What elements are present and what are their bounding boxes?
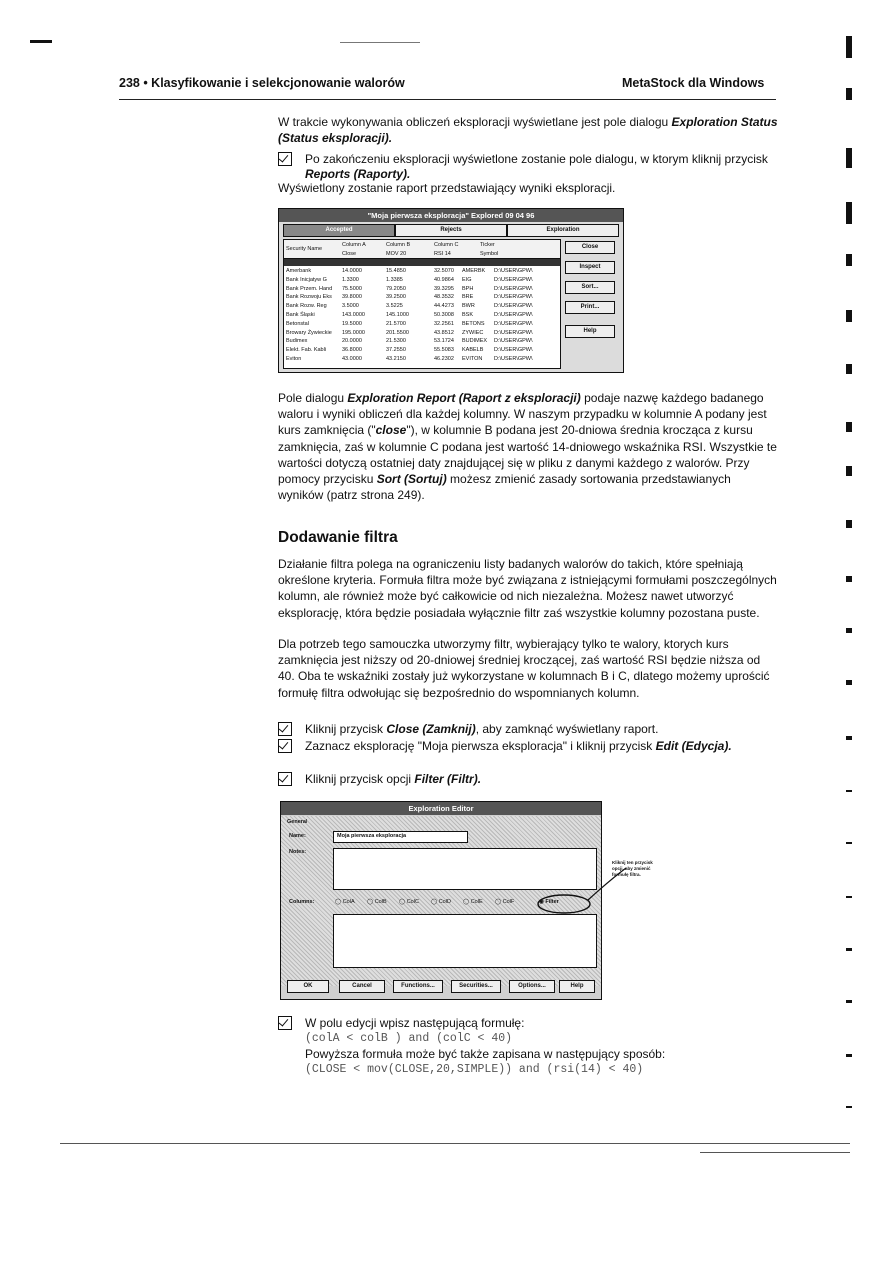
table-cell: Bank Rozw. Reg xyxy=(286,303,327,310)
table-cell: Betonstal xyxy=(286,320,309,327)
tab-cola[interactable]: ◯ ColA xyxy=(335,899,355,905)
running-header-right: MetaStock dla Windows xyxy=(622,76,765,90)
table-cell: 39.3295 xyxy=(434,285,454,292)
col-a[interactable]: Column A Close xyxy=(342,242,366,257)
editor-title-bar: Exploration Editor xyxy=(281,802,601,815)
p3-text-c: podaje nazwę każdego badanego waloru i wyniki obliczeń dla każdej kolumny. W naszym przypadku w kolumnie A podany jest kurs zamknięcia (" xyxy=(278,391,767,438)
footer-rule-2 xyxy=(700,1152,850,1153)
table-row[interactable] xyxy=(284,293,560,302)
table-cell: BSK xyxy=(462,312,474,318)
tab-cole-label: ColE xyxy=(470,899,483,905)
tab-filter-label: Filter xyxy=(545,899,559,905)
table-cell: BPH xyxy=(462,285,474,292)
step-edit xyxy=(278,739,778,754)
filter-paragraph-2: Dla potrzeb tego samouczka utworzymy filtr, wybierający tylko te walory, ktorych kurs zamknięcia jest niższy od 20-dniowej średniej kroczącej, zaś wartość RSI będzie niższa od 40. Oba te wskaźniki zostały już wykorzystane w kolumnach B i C, dlatego możemy uprościć formułę filtra odwołując się bezpośrednio do wspomnianych kolumn. xyxy=(278,637,770,700)
table-cell: 39.2500 xyxy=(386,294,406,301)
table-cell: 53.1724 xyxy=(434,338,454,345)
top-left-mark xyxy=(30,40,52,43)
formula-alt-intro: Powyższa formuła może być także zapisana w następujący sposób: xyxy=(305,1047,666,1061)
p3-text-a: Pole dialogu xyxy=(278,391,348,405)
general-label: General xyxy=(287,819,308,825)
table-cell: D:\USER\GPW\ xyxy=(494,320,533,327)
p3-text-g: możesz zmienić zasady sortowania przedstawianych wyników (patrz strona 249). xyxy=(278,472,731,503)
exploration-status-term: Exploration Status (Status eksploracji). xyxy=(278,115,778,146)
table-cell: 75.5000 xyxy=(342,285,362,292)
step-close xyxy=(278,722,778,737)
exploration-report-window xyxy=(278,208,624,373)
callout-text: Kliknij ten przycisk opcji, aby zmienić formułę filtra. xyxy=(612,860,653,877)
table-row[interactable] xyxy=(284,355,560,364)
table-row[interactable] xyxy=(284,276,560,285)
table-cell: 43.8512 xyxy=(434,329,454,336)
checkbox-icon xyxy=(278,722,292,736)
table-cell: Bank Rozwoju Eks xyxy=(286,294,332,301)
table-cell: D:\USER\GPW\ xyxy=(494,338,533,345)
table-cell: 143.0000 xyxy=(342,312,365,318)
table-cell: D:\USER\GPW\ xyxy=(494,356,533,362)
tab-filter[interactable]: ◉ Filter xyxy=(539,899,559,905)
table-cell: 14.0000 xyxy=(342,268,362,274)
table-cell: BETONS xyxy=(462,320,485,327)
table-cell: 40.9864 xyxy=(434,276,454,283)
securities-button[interactable]: Securities... xyxy=(451,980,501,993)
intro-paragraph xyxy=(278,114,778,146)
tab-rejects[interactable]: Rejects xyxy=(395,224,507,237)
name-label: Name: xyxy=(289,833,306,839)
col-security-name[interactable]: Security Name xyxy=(286,246,323,252)
tab-colf-label: ColF xyxy=(502,899,515,905)
tab-colc[interactable]: ◯ ColC xyxy=(399,899,419,905)
tab-cold-label: ColD xyxy=(438,899,451,905)
table-cell: D:\USER\GPW\ xyxy=(494,347,533,354)
step-formula xyxy=(278,1016,778,1077)
table-cell: 1.3385 xyxy=(386,276,403,283)
options-button[interactable]: Options... xyxy=(509,980,555,993)
report-buttons xyxy=(565,241,617,341)
col-c[interactable]: Column C RSI 14 xyxy=(434,242,459,257)
table-cell: 44.4273 xyxy=(434,303,454,310)
table-cell: 46.2302 xyxy=(434,356,454,362)
tab-cola-label: ColA xyxy=(342,899,355,905)
formula-2: (CLOSE < mov(CLOSE,20,SIMPLE)) and (rsi(14) < 40) xyxy=(305,1063,644,1076)
step3-text-a: Zaznacz eksplorację "Moja pierwsza eksploracja" i kliknij przycisk xyxy=(305,739,656,753)
report-description xyxy=(278,390,778,503)
table-cell: BUDIMEX xyxy=(462,338,488,345)
tab-exploration[interactable]: Exploration xyxy=(507,224,619,237)
table-cell: 55.5083 xyxy=(434,347,454,354)
table-cell: D:\USER\GPW\ xyxy=(494,329,533,336)
table-cell: Bank Śląski xyxy=(286,312,315,318)
print-button[interactable]: Print... xyxy=(565,301,615,314)
editor-buttons xyxy=(287,980,597,994)
name-input[interactable]: Moja pierwsza eksploracja xyxy=(333,831,468,843)
report-rows xyxy=(284,267,560,365)
table-cell: Budimex xyxy=(286,338,308,345)
table-cell: 32.5070 xyxy=(434,268,454,274)
table-row[interactable] xyxy=(284,302,560,311)
table-cell: D:\USER\GPW\ xyxy=(494,268,533,274)
functions-button[interactable]: Functions... xyxy=(393,980,443,993)
footer-rule xyxy=(60,1143,850,1144)
table-cell: 37.2550 xyxy=(386,347,406,354)
table-cell: Eviton xyxy=(286,356,302,362)
section-heading: Dodawanie filtra xyxy=(278,529,398,546)
table-cell: EIG xyxy=(462,276,472,283)
formula-1: (colA < colB ) and (colC < 40) xyxy=(305,1032,513,1045)
inspect-button[interactable]: Inspect xyxy=(565,261,615,274)
table-cell: 32.2561 xyxy=(434,320,454,327)
filter-paragraph-1: Działanie filtra polega na ograniczeniu listy badanych walorów do takich, które spełniają określone kryteria. Formuła filtra może być związana z istniejącymi formułami poszczególnych kolumn, ale również może być całkowicie od nich niezależna. Możesz nawet utworzyć eksplorację, która będzie posiadała wyłącznie filtr zaś wszystkie kolumny pozostana puste. xyxy=(278,557,777,620)
step-filter xyxy=(278,772,778,787)
filter-term: Filter (Filtr). xyxy=(414,772,482,786)
tab-colc-label: ColC xyxy=(406,899,419,905)
table-row[interactable] xyxy=(284,320,560,329)
table-cell: 48.3532 xyxy=(434,294,454,301)
table-cell: 1.3300 xyxy=(342,276,359,283)
step-reports-text: Po zakończeniu eksploracji wyświetlone zostanie pole dialogu, w ktorym kliknij przycisk xyxy=(305,152,768,166)
help-button[interactable]: Help xyxy=(565,325,615,338)
running-header-left: 238 • Klasyfikowanie i selekcjonowanie walorów xyxy=(119,76,405,90)
table-cell: 3.5225 xyxy=(386,303,403,310)
exploration-report-term: Exploration Report (Raport z eksploracji) xyxy=(347,391,581,405)
tab-accepted[interactable]: Accepted xyxy=(283,224,395,237)
table-cell: 79.2050 xyxy=(386,285,406,292)
intro-text: W trakcie wykonywania obliczeń eksploracji wyświetlane jest pole dialogu xyxy=(278,115,672,129)
p3-text-e: "), w kolumnie B podana jest 20-dniowa średnia krocząca z kursu zamknięcia, zaś w kolumnie C podana jest wartość 14-dniowego wskaźnika RSI. Wszystkie te wartości dotyczą ostatniej daty znajdującej się w pliku z danymi każdego z walorów. Przy pomocy przycisku xyxy=(278,423,777,487)
table-cell: Amerbank xyxy=(286,268,312,274)
table-cell: 50.3008 xyxy=(434,312,454,318)
table-cell: 3.5000 xyxy=(342,303,359,310)
table-row[interactable] xyxy=(284,337,560,346)
tab-cold[interactable]: ◯ ColD xyxy=(431,899,451,905)
edit-term: Edit (Edycja). xyxy=(655,739,732,753)
report-tabs xyxy=(283,224,619,236)
reports-term: Reports (Raporty). xyxy=(305,167,411,181)
help-button[interactable]: Help xyxy=(559,980,595,993)
close-term: close xyxy=(375,423,407,438)
step-reports xyxy=(278,152,778,182)
step2-text-c: , aby zamknąć wyświetlany raport. xyxy=(475,722,659,736)
table-cell: D:\USER\GPW\ xyxy=(494,294,533,301)
checkbox-icon xyxy=(278,739,292,753)
col-b[interactable]: Column B MOV 20 xyxy=(386,242,411,257)
table-row[interactable] xyxy=(284,329,560,338)
table-cell: KABELB xyxy=(462,347,484,354)
table-cell: D:\USER\GPW\ xyxy=(494,285,533,292)
checkbox-icon xyxy=(278,152,292,166)
sort-term: Sort (Sortuj) xyxy=(376,472,447,487)
top-short-rule xyxy=(340,42,420,43)
table-cell: AMERBK xyxy=(462,268,486,274)
tab-colf[interactable]: ◯ ColF xyxy=(495,899,515,905)
table-cell: BWR xyxy=(462,303,475,310)
selection-bar xyxy=(284,259,560,266)
table-cell: Browary Żywieckie xyxy=(286,329,332,336)
table-cell: 195.0000 xyxy=(342,329,365,336)
step2-text-a: Kliknij przycisk xyxy=(305,722,387,736)
checkbox-icon xyxy=(278,772,292,786)
table-cell: 43.0000 xyxy=(342,356,362,362)
table-cell: 15.4850 xyxy=(386,268,406,274)
step4-text-a: Kliknij przycisk opcji xyxy=(305,772,415,786)
step5-text: W polu edycji wpisz następującą formułę: xyxy=(305,1016,525,1030)
close-button[interactable]: Close xyxy=(565,241,615,254)
table-row[interactable] xyxy=(284,311,560,320)
table-cell: 36.8000 xyxy=(342,347,362,354)
table-cell: 39.8000 xyxy=(342,294,362,301)
table-cell: D:\USER\GPW\ xyxy=(494,276,533,283)
table-cell: 21.5300 xyxy=(386,338,406,345)
report-intro-paragraph: Wyświetlony zostanie raport przedstawiający wyniki eksploracji. xyxy=(278,181,616,195)
checkbox-icon xyxy=(278,1016,292,1030)
report-table xyxy=(283,239,561,369)
report-title-bar: "Moja pierwsza eksploracja" Explored 09 04 96 xyxy=(279,209,623,222)
tab-cole[interactable]: ◯ ColE xyxy=(463,899,483,905)
col-ticker[interactable]: Ticker Symbol xyxy=(480,242,499,257)
table-cell: 145.1000 xyxy=(386,312,409,318)
table-cell: 20.0000 xyxy=(342,338,362,345)
table-cell: Bank Inicjatyw G xyxy=(286,276,327,283)
ok-button[interactable]: OK xyxy=(287,980,329,993)
table-cell: Bank Przem. Hand xyxy=(286,285,333,292)
table-cell: 21.5700 xyxy=(386,320,406,327)
table-row[interactable] xyxy=(284,346,560,355)
table-cell: Elekt. Fab. Kabli xyxy=(286,347,327,354)
table-cell: ZYWIEC xyxy=(462,329,484,336)
table-cell: 201.5500 xyxy=(386,329,409,336)
table-cell: 19.5000 xyxy=(342,320,362,327)
table-header xyxy=(284,240,560,259)
table-row[interactable] xyxy=(284,285,560,294)
table-row[interactable] xyxy=(284,267,560,276)
table-cell: EVITON xyxy=(462,356,483,362)
close-zamknij-term: Close (Zamknij) xyxy=(386,722,476,736)
table-cell: BRE xyxy=(462,294,474,301)
tab-colb[interactable]: ◯ ColB xyxy=(367,899,387,905)
notes-label: Notes: xyxy=(289,849,307,855)
columns-label: Columns: xyxy=(289,899,315,905)
tab-colb-label: ColB xyxy=(374,899,387,905)
table-cell: D:\USER\GPW\ xyxy=(494,312,533,318)
sort-button[interactable]: Sort... xyxy=(565,281,615,294)
table-cell: D:\USER\GPW\ xyxy=(494,303,533,310)
table-cell: 43.2150 xyxy=(386,356,406,362)
cancel-button[interactable]: Cancel xyxy=(339,980,385,993)
header-rule xyxy=(119,99,776,100)
